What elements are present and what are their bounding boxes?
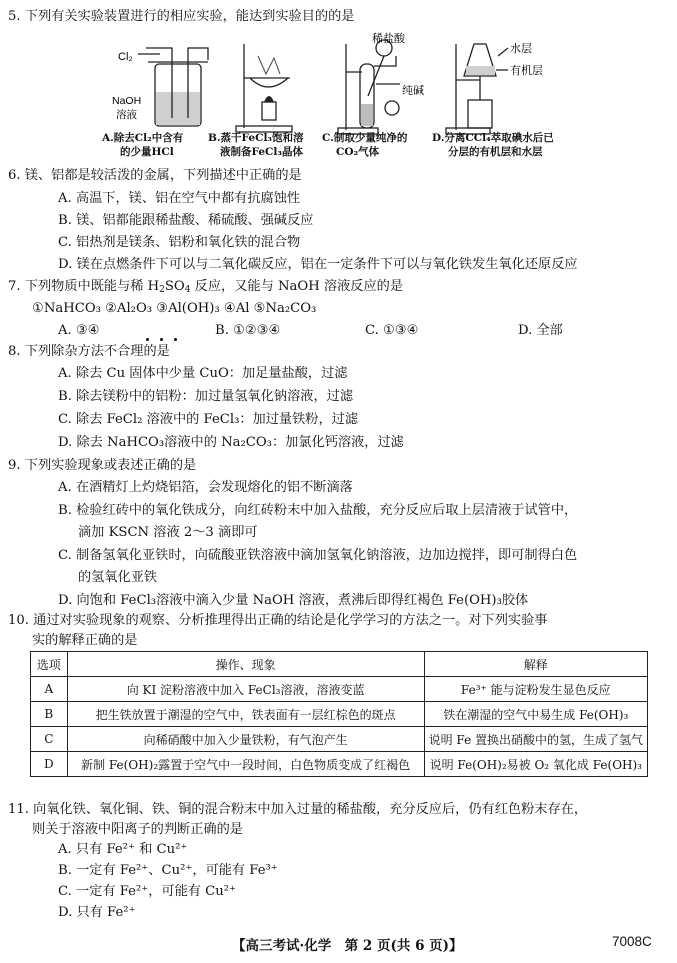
q11-stem: 11. 向氧化铁、氧化铜、铁、铜的混合粉末中加入过量的稀盐酸，充分反应后，仍有红色粉末存在，: [8, 802, 588, 817]
caption-b-line2: 液制备FeCl₃晶体: [220, 146, 304, 158]
header-operation: 操作、现象: [67, 652, 424, 677]
caption-a-line2: 的少量HCl: [120, 146, 174, 158]
q9-stem: 9. 下列实验现象或表述正确的是: [8, 458, 197, 473]
row-label: D: [31, 752, 68, 777]
row-operation: 新制 Fe(OH)₂露置于空气中一段时间，白色物质变成了红褐色: [67, 752, 424, 777]
separating-funnel-icon: [446, 44, 508, 134]
table-row: [31, 677, 648, 702]
q10-stem-cont: 实的解释正确的是: [32, 633, 138, 648]
q8-option-c: C. 除去 FeCl₂ 溶液中的 FeCl₃：加过量铁粉，过滤: [58, 412, 359, 427]
q9-option-d: D. 向饱和 FeCl₃溶液中滴入少量 NaOH 溶液，煮沸后即得红褐色 Fe(OH)₃胶体: [58, 593, 529, 608]
caption-c-line1: C.制取少量纯净的: [322, 132, 408, 144]
q7-option-a: A. ③④: [58, 323, 100, 338]
caption-a-line1: A.除去Cl₂中含有: [102, 132, 184, 144]
q6-stem: 6. 镁、铝都是较活泼的金属，下列描述中正确的是: [8, 168, 302, 183]
row-explanation: 说明 Fe(OH)₂易被 O₂ 氧化成 Fe(OH)₃: [424, 752, 647, 777]
label-water-layer: 水层: [510, 42, 532, 55]
q5-stem: 5. 下列有关实验装置进行的相应实验，能达到实验目的的是: [8, 9, 355, 24]
caption-b-line1: B.蒸干FeCl₃饱和溶: [208, 132, 304, 144]
q6-option-c: C. 铝热剂是镁条、铝粉和氧化铁的混合物: [58, 235, 301, 250]
row-operation: 向稀硝酸中加入少量铁粉，有气泡产生: [67, 727, 424, 752]
q9-option-c: C. 制备氢氧化亚铁时，向硫酸亚铁溶液中滴加氢氧化钠溶液，边加边搅拌，即可制得白色: [58, 548, 578, 563]
gas-washing-bottle-icon: [138, 48, 208, 126]
q11-option-c: C. 一定有 Fe²⁺，可能有 Cu²⁺: [58, 884, 237, 899]
row-label: A: [31, 677, 68, 702]
q11-option-b: B. 一定有 Fe²⁺、Cu²⁺，可能有 Fe³⁺: [58, 863, 278, 878]
row-explanation: 说明 Fe 置换出硝酸中的氢，生成了氢气: [424, 727, 647, 752]
evaporation-stand-icon: [236, 44, 292, 132]
q5-apparatus-figure: [0, 26, 677, 166]
table-row: [31, 702, 648, 727]
q7-option-d: D. 全部: [518, 323, 563, 338]
label-dilute-hcl: 稀盐酸: [372, 32, 405, 45]
q9-option-b: B. 检验红砖中的氧化铁成分，向红砖粉末中加入盐酸，充分反应后取上层清液于试管中，: [58, 503, 578, 518]
q7-option-b: B. ①②③④: [215, 323, 281, 338]
emphasis-dot: [146, 338, 149, 341]
exam-code: 7008C: [612, 934, 652, 949]
q6-option-b: B. 镁、铝都能跟稀盐酸、稀硫酸、强碱反应: [58, 213, 314, 228]
caption-c-line2: CO₂气体: [336, 146, 380, 158]
q7-items: ①NaHCO₃ ②Al₂O₃ ③Al(OH)₃ ④Al ⑤Na₂CO₃: [32, 301, 317, 316]
q6-option-a: A. 高温下，镁、铝在空气中都有抗腐蚀性: [58, 191, 301, 206]
q6-option-d: D. 镁在点燃条件下可以与二氧化碳反应，铝在一定条件下可以与氧化铁发生氧化还原反应: [58, 257, 578, 272]
page-footer: 【高三考试·化学 第 2 页(共 6 页)】: [232, 938, 463, 954]
q9-option-c-cont: 的氢氧化亚铁: [78, 570, 158, 585]
q11-stem-cont: 则关于溶液中阳离子的判断正确的是: [32, 822, 243, 837]
row-explanation: Fe³⁺ 能与淀粉发生显色反应: [424, 677, 647, 702]
header-explanation: 解释: [424, 652, 647, 677]
q8-option-b: B. 除去镁粉中的铝粉：加过量氢氧化钠溶液，过滤: [58, 389, 354, 404]
q8-stem: 8. 下列除杂方法不合理的是: [8, 344, 170, 359]
label-cl2: Cl₂: [118, 51, 133, 63]
table-row: [31, 727, 648, 752]
label-soda: 纯碱: [402, 84, 424, 97]
row-operation: 向 KI 淀粉溶液中加入 FeCl₃溶液，溶液变蓝: [67, 677, 424, 702]
header-option: 选项: [31, 652, 68, 677]
caption-d-line2: 分层的有机层和水层: [448, 146, 543, 158]
co2-generator-icon: [338, 40, 400, 134]
label-naoh: NaOH: [112, 95, 142, 107]
caption-d-line1: D.分离CCl₄萃取碘水后已: [432, 132, 554, 144]
q7-option-c: C. ①③④: [365, 323, 419, 338]
row-operation: 把生铁放置于潮湿的空气中，铁表面有一层红棕色的斑点: [67, 702, 424, 727]
row-label: B: [31, 702, 68, 727]
q9-option-b-cont: 滴加 KSCN 溶液 2～3 滴即可: [78, 525, 258, 540]
q8-option-d: D. 除去 NaHCO₃溶液中的 Na₂CO₃：加氯化钙溶液，过滤: [58, 435, 404, 450]
q11-option-d: D. 只有 Fe²⁺: [58, 905, 136, 920]
q9-option-a: A. 在酒精灯上灼烧铝箔，会发现熔化的铝不断滴落: [58, 480, 353, 495]
label-solution: 溶液: [116, 109, 137, 121]
emphasis-dot: [174, 338, 177, 341]
q7-stem: 7. 下列物质中既能与稀 $H_2SO_4$ 反应，又能与 NaOH 溶液反应的是: [8, 279, 404, 295]
emphasis-dot: [160, 338, 163, 341]
q11-option-a: A. 只有 Fe²⁺ 和 Cu²⁺: [58, 842, 188, 857]
q8-option-a: A. 除去 Cu 固体中少量 CuO：加足量盐酸，过滤: [58, 366, 348, 381]
q10-stem: 10. 通过对实验现象的观察、分析推理得出正确的结论是化学学习的方法之一。对下列实验事: [8, 613, 548, 628]
table-header-row: [31, 652, 648, 677]
row-label: C: [31, 727, 68, 752]
table-row: [31, 752, 648, 777]
label-organic-layer: 有机层: [510, 64, 543, 77]
row-explanation: 铁在潮湿的空气中易生成 Fe(OH)₃: [424, 702, 647, 727]
q10-table: [30, 651, 648, 777]
